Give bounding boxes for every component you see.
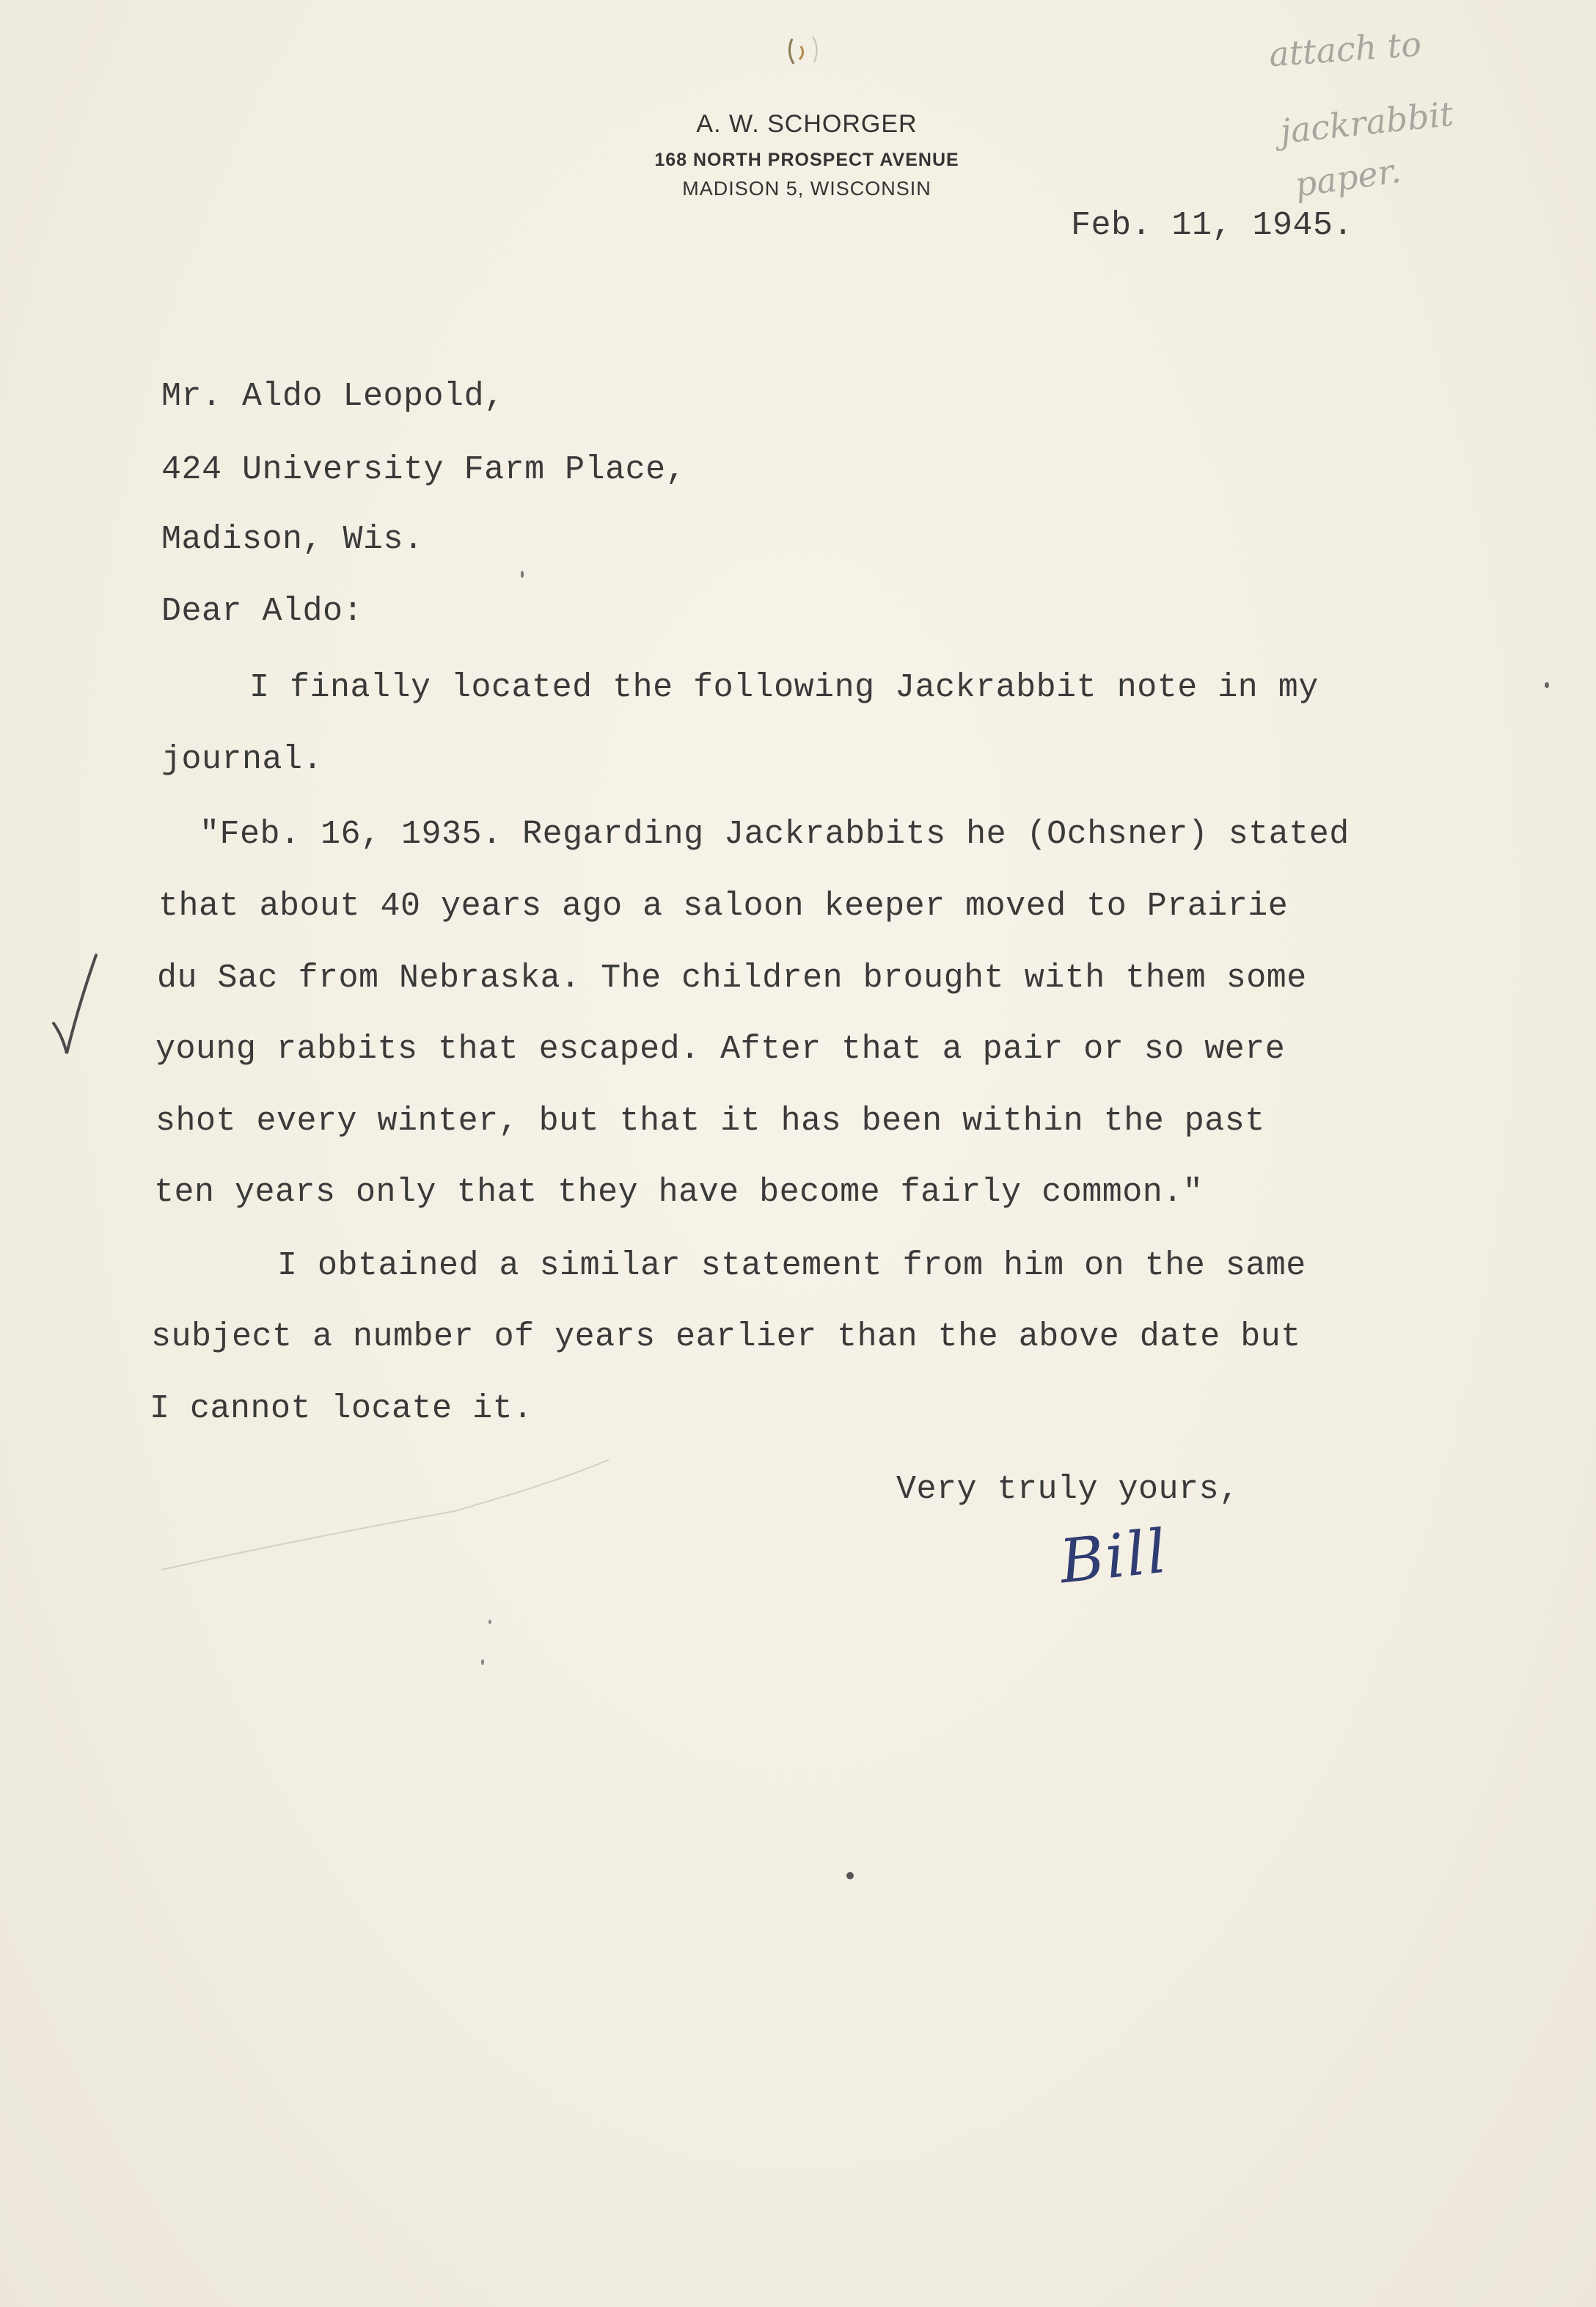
paper-speck <box>481 1659 484 1665</box>
recipient-street: 424 University Farm Place, <box>161 451 687 489</box>
letterhead-street: 168 NORTH PROSPECT AVENUE <box>654 150 959 170</box>
body-line: I finally located the following Jackrabbit note in my <box>249 669 1319 706</box>
body-line: that about 40 years ago a saloon keeper moved to Prairie <box>158 888 1289 925</box>
letter-date: Feb. 11, 1945. <box>1071 207 1354 244</box>
closing: Very truly yours, <box>896 1471 1240 1508</box>
paper-speck <box>1545 682 1549 688</box>
letterhead-city: MADISON 5, WISCONSIN <box>682 178 931 200</box>
body-line: shot every winter, but that it has been within the past <box>155 1103 1265 1140</box>
body-line: subject a number of years earlier than the above date but <box>151 1318 1301 1356</box>
annotation-line-1: attach to <box>1267 23 1423 75</box>
recipient-name: Mr. Aldo Leopold, <box>161 378 505 415</box>
paper-crease <box>147 1452 616 1584</box>
body-line: I obtained a similar statement from him on the same <box>277 1247 1306 1284</box>
annotation-line-2: jackrabbit <box>1278 93 1456 152</box>
body-line: du Sac from Nebraska. The children brought with them some <box>157 959 1307 997</box>
paper-speck <box>846 1872 854 1879</box>
body-line: young rabbits that escaped. After that a pair or so were <box>155 1031 1286 1068</box>
annotation-line-3: paper. <box>1292 150 1404 205</box>
body-line: "Feb. 16, 1935. Regarding Jackrabbits he (Ochsner) stated <box>200 816 1350 853</box>
letterhead-name: A. W. SCHORGER <box>696 110 918 138</box>
body-line: journal. <box>161 741 323 778</box>
check-mark-icon <box>40 946 106 1064</box>
ink-mark <box>777 33 829 70</box>
paper-speck <box>488 1620 491 1624</box>
signature: Bill <box>1056 1516 1171 1598</box>
salutation: Dear Aldo: <box>161 593 364 630</box>
body-line: I cannot locate it. <box>150 1390 533 1427</box>
body-line: ten years only that they have become fairly common." <box>154 1174 1204 1211</box>
recipient-city: Madison, Wis. <box>161 521 424 558</box>
paper-speck <box>521 571 524 578</box>
